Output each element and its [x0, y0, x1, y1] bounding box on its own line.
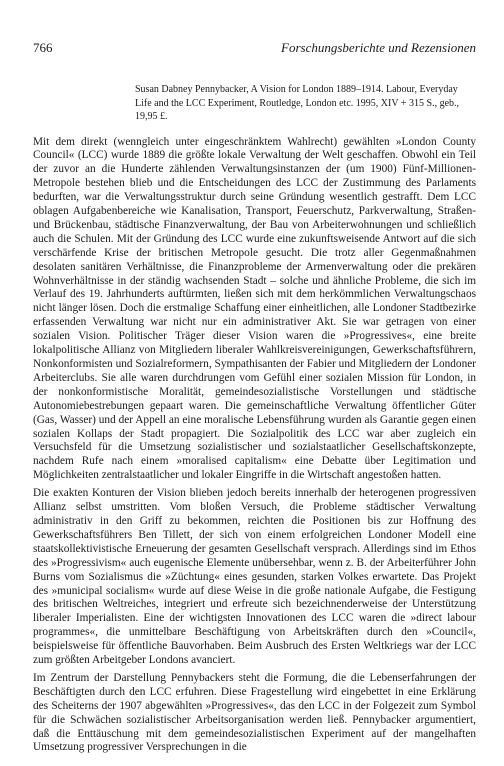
body-paragraph-1: Mit dem direkt (wenngleich unter eingeschränktem Wahlrecht) gewählten »London County Council« (LCC) wurde 1889 die größte lokale Verwaltung der Welt geschaffen. Obwohl ein Teil der zuvor an die Hunderte zählenden Verwaltungsinstanzen der (um 1900) Fünf-Millionen-Metropole bestehen blieb und die Entscheidungen des LCC der Zustimmung des Parlaments bedurften, war die Verwaltungsstruktur durch seine Gründung wesentlich gestrafft. Dem LCC oblagen Aufgabenbereiche wie Kanalisation, Transport, Feuerschutz, Parkverwaltung, Straßen- und Brückenbau, städtische Finanzverwaltung, der Bau von Arbeiterwohnungen und schließlich auch die Schulen. Mit der Gründung des LCC wurde eine zukunftsweisende Antwort auf die sich verschärfende Krise der britischen Metropole gesucht. Die trotz aller Gegenmaßnahmen desolaten sanitären Verhältnisse, die Finanzprobleme der Armenverwaltung oder die prekären Wohnverhältnisse in der ständig wachsenden Stadt – solche und ähnliche Probleme, die sich im Verlauf des 19. Jahrhunderts auftürmten, ließen sich mit dem herkömmlichen Verwaltungschaos nicht länger lösen. Doch die erstmalige Schaffung einer einheitlichen, alle Londoner Stadtbezirke erfassenden Verwaltung war nicht nur ein administrativer Akt. Sie war getragen von einer sozialen Vision. Politischer Träger dieser Vision waren die »Progressives«, eine breite lokalpolitische Allianz von Mitgliedern liberaler Wahlkreisvereinigungen, Gewerkschaftsführern, Nonkonformisten und Sozialreformern, Sympathisanten der Fabier und Mitgliedern der Londoner Arbeiterclubs. Sie alle waren durchdrungen vom Gefühl einer sozialen Mission für London, in der nonkonformistische Moralität, gemeindesozialistische Vorstellungen und städtische Autonomiebestrebungen gepaart waren. Die gemeinschaftliche Verwaltung öffentlicher Güter (Gas, Wasser) und der Appell an eine moralische Lebensführung wurden als Garantie gegen einen sozialen Kollaps der Stadt propagiert. Die Sozialpolitik des LCC war aber zugleich ein Versuchsfeld für die Umsetzung sozialistischer und sozialstaatlicher Gesellschaftskonzepte, nachdem Rufe nach einem »moralised capitalism« eine Debatte über Legitimation und Möglichkeiten zentralstaatlicher und lokaler Eingriffe in die Wirtschaft angestoßen hatten.	[33, 135, 476, 482]
running-head	[33, 40, 476, 56]
body-paragraph-2: Die exakten Konturen der Vision blieben jedoch bereits innerhalb der heterogenen progressiven Allianz selbst umstritten. Vom bloßen Versuch, die Probleme städtischer Verwaltung administrativ in den Griff zu bekommen, reichten die Positionen bis zur Hoffnung des Gewerkschaftsführers Ben Tillett, der sich von einem erfolgreichen Londoner Modell eine staatskollektivistische Erneuerung der gesamten Gesellschaft versprach. Allerdings sind im Ethos des »Progressivism« auch eugenische Elemente unübersehbar, wenn z. B. der Arbeiterführer John Burns vom Sozialismus die »Züchtung« eines gesunden, starken Volkes erwartete. Das Projekt des »municipal socialism« wurde auf diese Weise in die große nationale Aufgabe, die Festigung des britischen Weltreiches, integriert und erfreute sich bezeichnenderweise der Unterstützung liberaler Imperialisten. Eine der wichtigsten Innovationen des LCC waren die »direct labour programmes«, die unmittelbare Beschäftigung von Arbeitskräften durch den »Council«, beispielsweise für öffentliche Bauvorhaben. Beim Ausbruch des Ersten Weltkriegs war der LCC zum größten Arbeitgeber Londons avanciert.	[33, 487, 476, 667]
body-paragraph-3: Im Zentrum der Darstellung Pennybackers steht die Formung, die die Lebenserfahrungen der Beschäftigten durch den LCC erfuhren. Diese Fragestellung wird eingebettet in eine Erklärung des Scheiterns der 1907 abgewählten »Progressives«, das den LCC in der Folgezeit zum Symbol für die Schwächen sozialistischer Arbeitsorganisation werden ließ. Pennybacker argumentiert, daß die Enttäuschung mit dem gemeindesozialistischen Experiment auf der mangelhaften Umsetzung progressiver Versprechungen in die	[33, 671, 476, 754]
review-citation: Susan Dabney Pennybacker, A Vision for London 1889–1914. Labour, Everyday Life and the LCC Experiment, Routledge, London etc. 1995, XIV + 315 S., geb., 19,95 £.	[135, 84, 460, 122]
page-number: 766	[33, 40, 53, 55]
review-body	[33, 136, 476, 756]
section-title: Forschungsberichte und Rezensionen	[281, 40, 476, 55]
